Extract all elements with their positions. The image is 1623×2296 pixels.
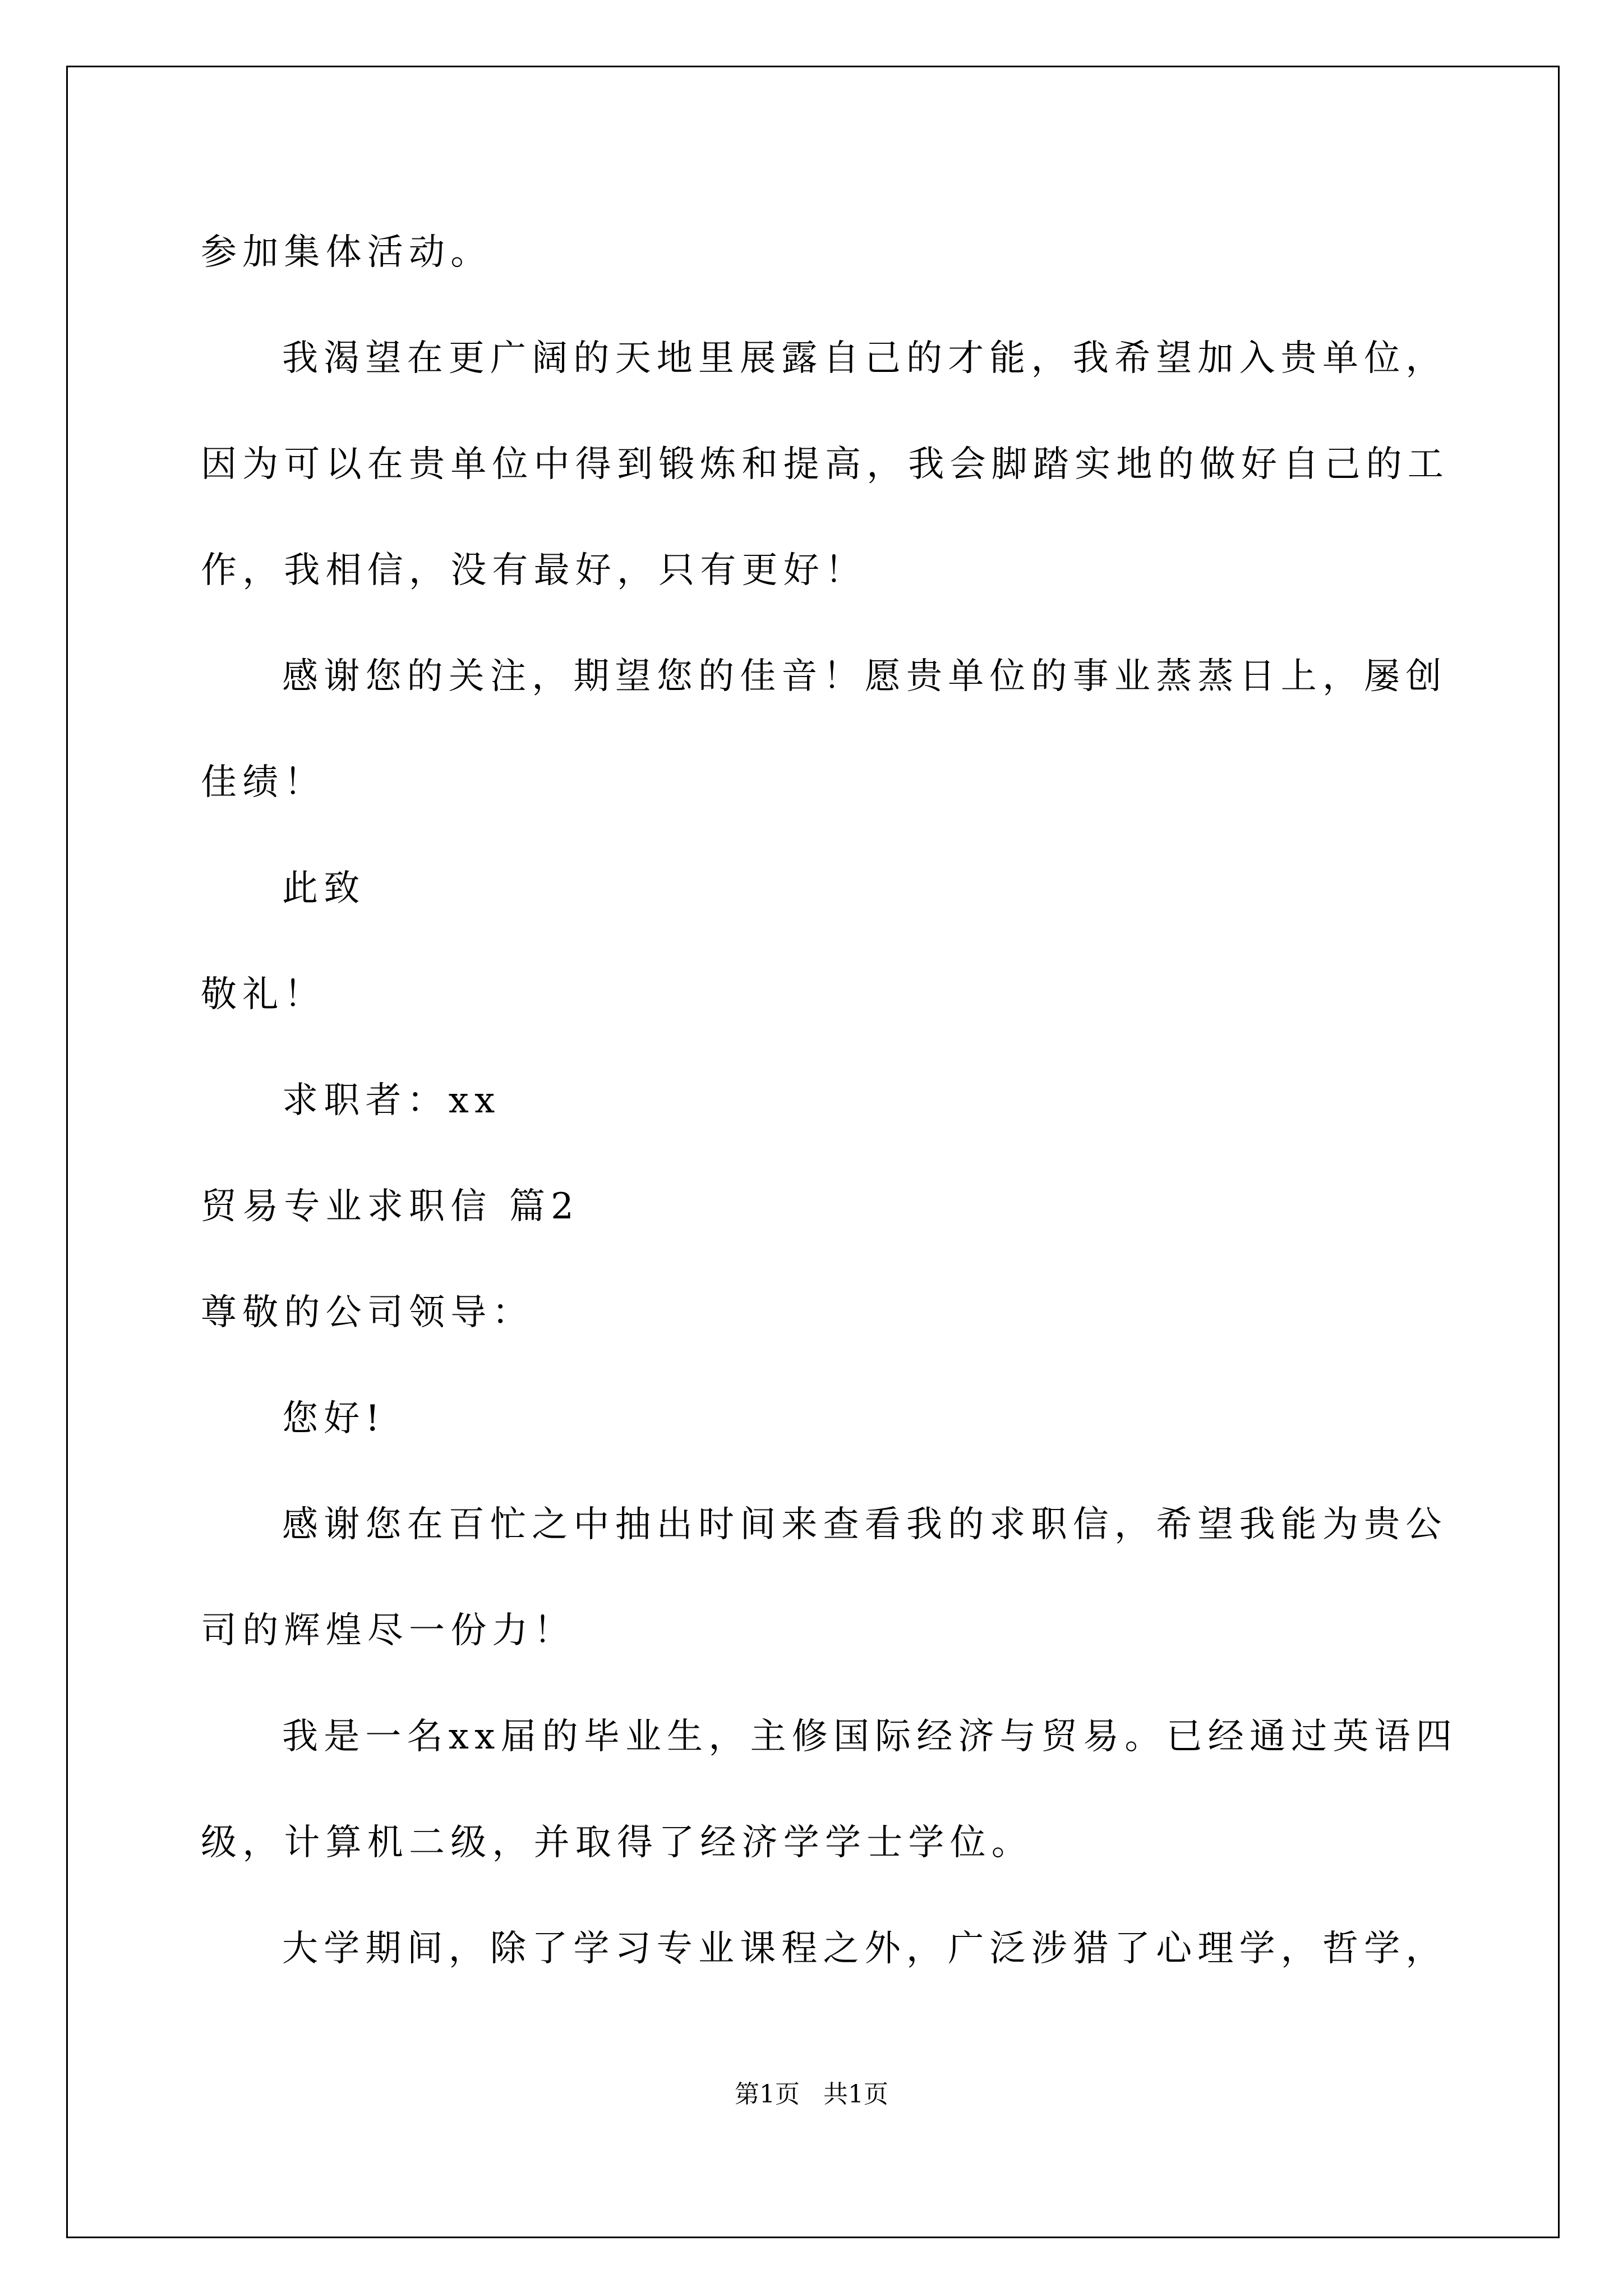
text-line: 您好!	[282, 1398, 386, 1439]
text-line: 感谢您在百忙之中抽出时间来查看我的求职信，希望我能为贵公	[282, 1504, 1447, 1545]
text-line: 因为可以在贵单位中得到锻炼和提高，我会脚踏实地的做好自己的工	[201, 444, 1449, 485]
text-line: 感谢您的关注，期望您的佳音！愿贵单位的事业蒸蒸日上，屡创	[282, 656, 1447, 697]
text-line: 级，计算机二级，并取得了经济学学士学位。	[201, 1822, 1033, 1864]
text-line: 敬礼！	[201, 974, 326, 1015]
text-line: 此致	[282, 868, 366, 909]
text-line: 参加集体活动。	[201, 232, 492, 273]
text-line: 我是一名xx届的毕业生，主修国际经济与贸易。已经通过英语四	[282, 1716, 1458, 1757]
text-line: 大学期间，除了学习专业课程之外，广泛涉猎了心理学，哲学，	[282, 1928, 1447, 1970]
section-heading: 贸易专业求职信 篇2	[201, 1186, 580, 1227]
text-line: 求职者：xx	[282, 1080, 501, 1121]
text-line: 佳绩！	[201, 762, 326, 803]
text-line: 尊敬的公司领导：	[201, 1292, 534, 1333]
page-border	[66, 66, 1560, 2238]
text-line: 司的辉煌尽一份力！	[201, 1610, 575, 1651]
text-line: 作，我相信，没有最好，只有更好！	[201, 550, 867, 591]
page-number: 第1页 共1页	[735, 2080, 888, 2109]
text-line: 我渴望在更广阔的天地里展露自己的才能，我希望加入贵单位，	[282, 338, 1447, 379]
